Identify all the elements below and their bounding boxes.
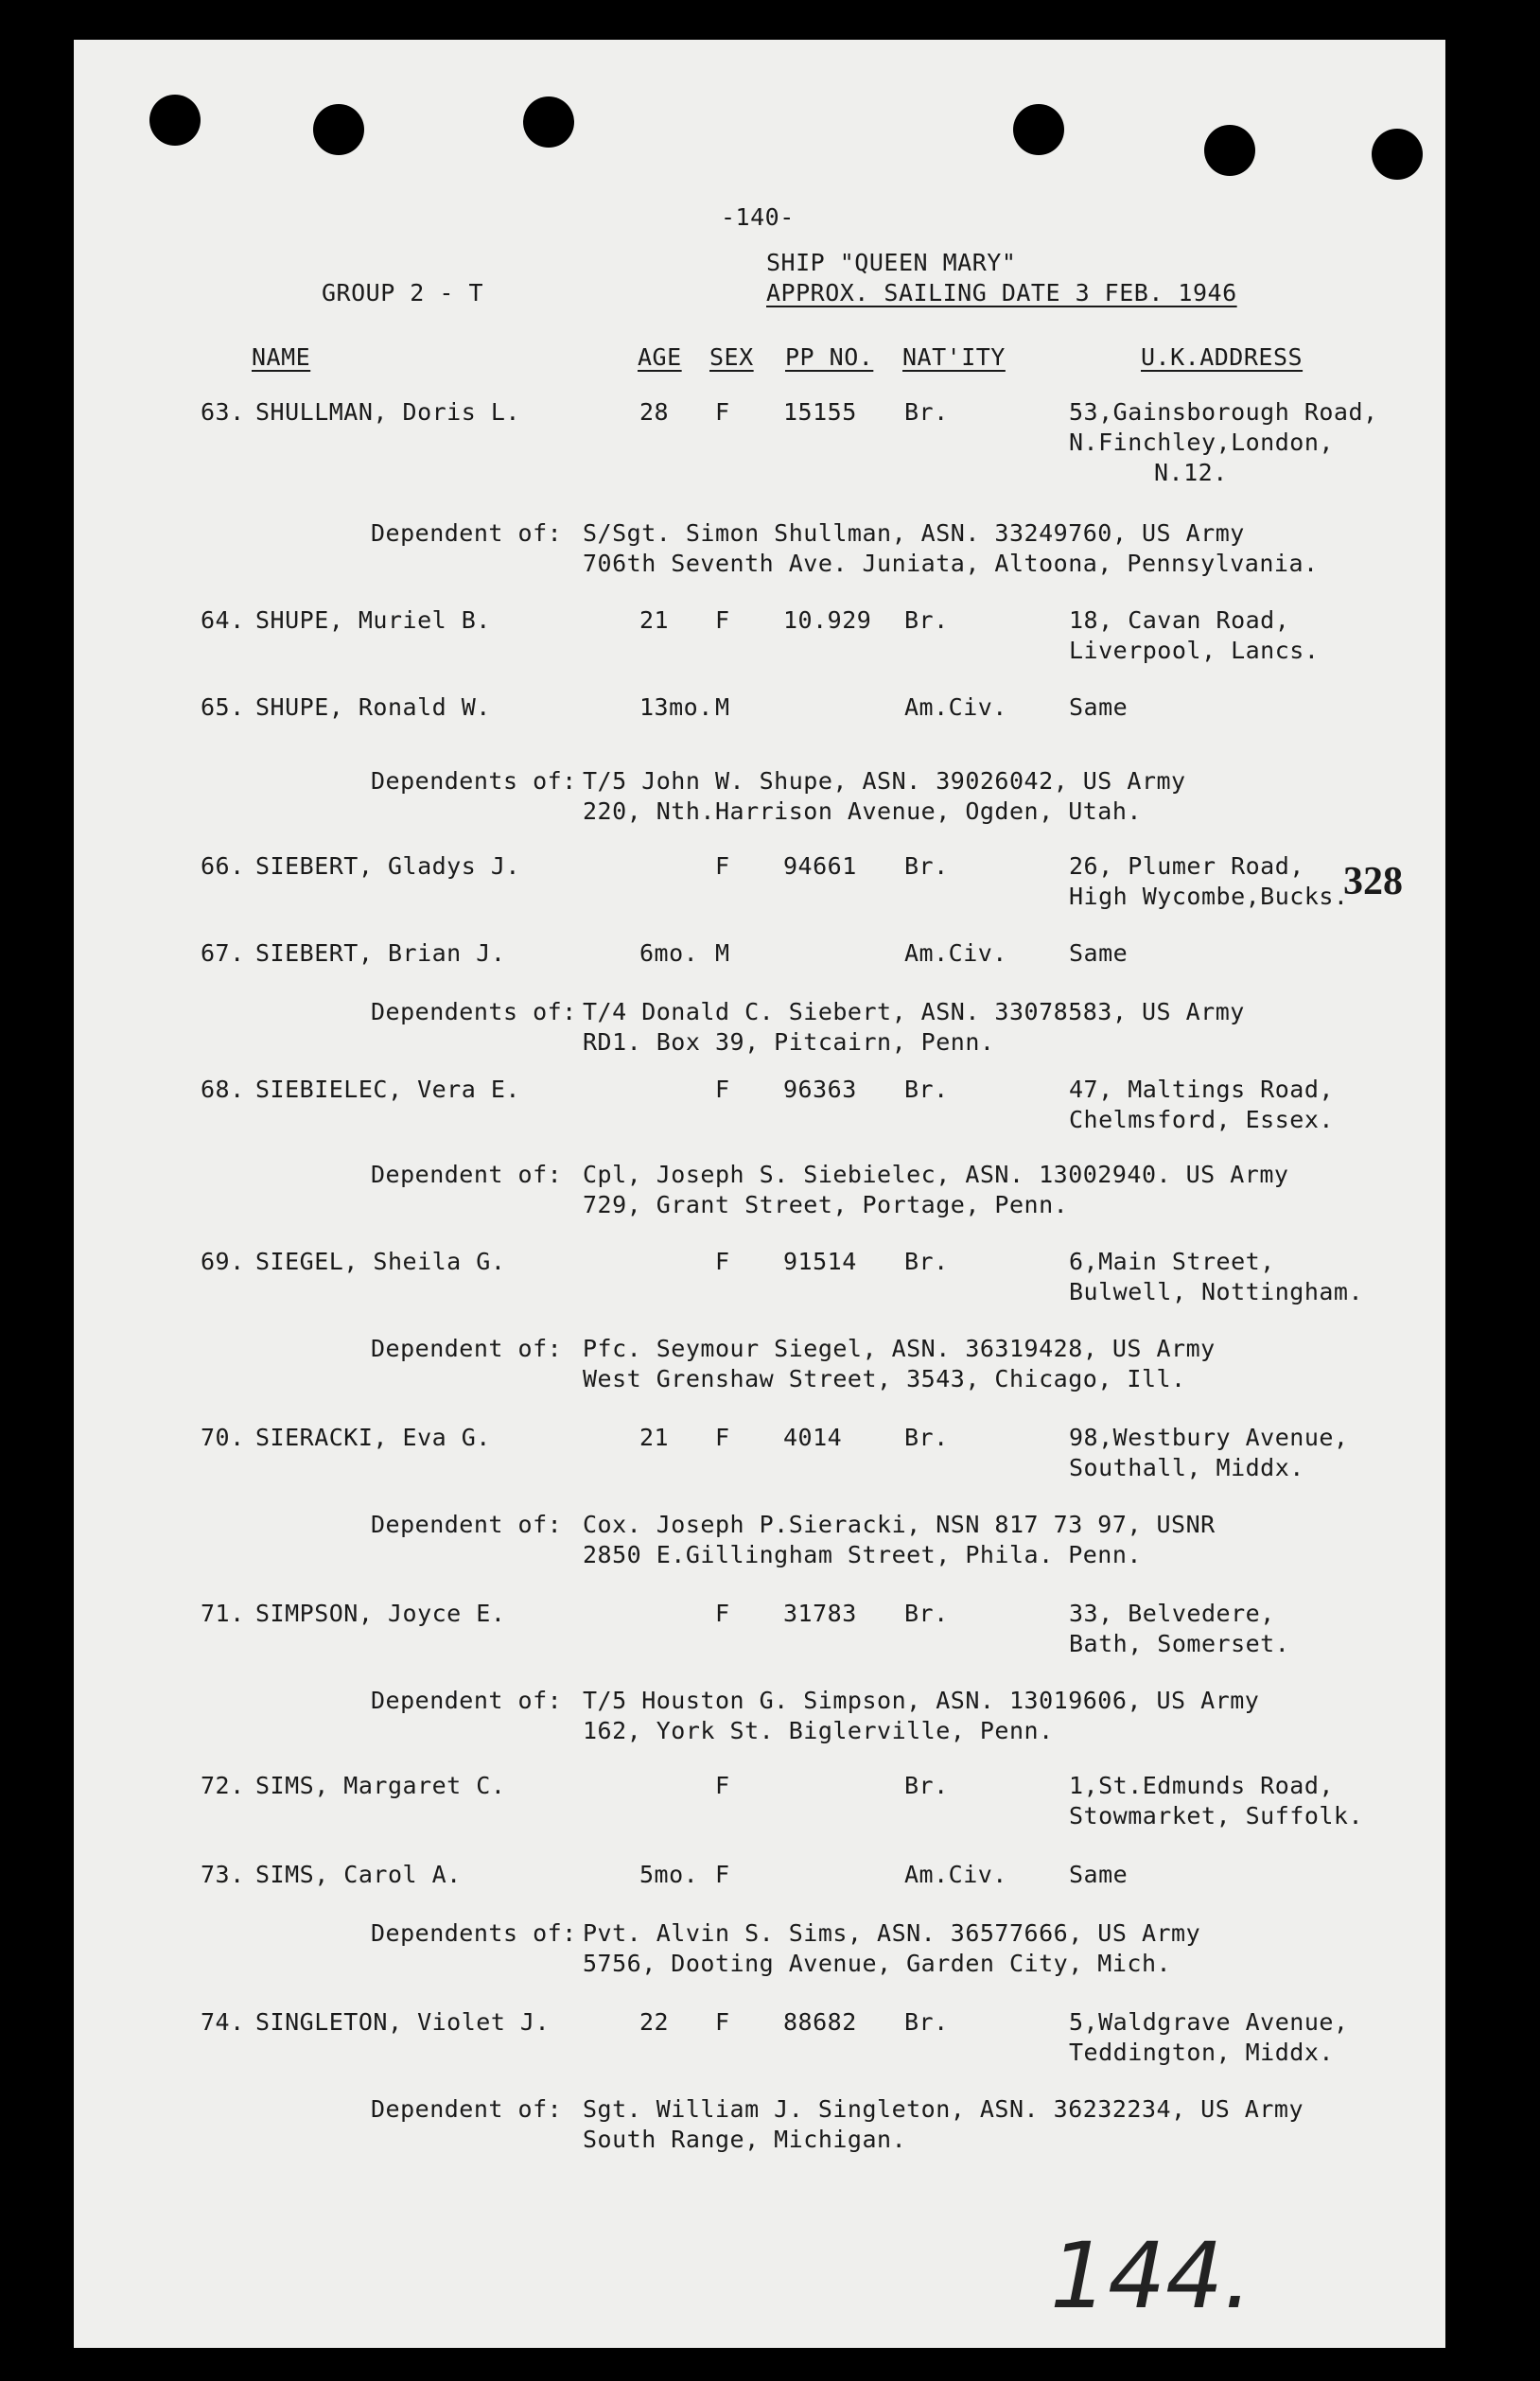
passenger-name: SIEGEL, Sheila G. <box>255 1248 506 1275</box>
sailing-date: APPROX. SAILING DATE 3 FEB. 1946 <box>766 279 1237 306</box>
punch-hole <box>1204 125 1255 176</box>
passenger-nat: Br. <box>904 1248 949 1275</box>
dependent-detail-line: 5756, Dooting Avenue, Garden City, Mich. <box>583 1950 1172 1977</box>
passenger-pp: 91514 <box>783 1248 857 1275</box>
passenger-no: 74. <box>201 2008 245 2036</box>
passenger-no: 67. <box>201 939 245 967</box>
passenger-name: SIEBIELEC, Vera E. <box>255 1076 520 1103</box>
dependent-detail-line: Cox. Joseph P.Sieracki, NSN 817 73 97, USNR <box>583 1511 1216 1538</box>
col-address-header: U.K.ADDRESS <box>1141 343 1304 371</box>
dependent-label: Dependent of: <box>371 2095 563 2123</box>
dependent-detail-line: South Range, Michigan. <box>583 2126 907 2153</box>
passenger-no: 70. <box>201 1424 245 1451</box>
page-number: -140- <box>721 203 795 231</box>
passenger-nat: Am.Civ. <box>904 693 1007 721</box>
passenger-no: 68. <box>201 1076 245 1103</box>
passenger-no: 69. <box>201 1248 245 1275</box>
passenger-sex: M <box>715 693 730 721</box>
passenger-address-line: Same <box>1069 939 1129 967</box>
passenger-address-line: N.12. <box>1154 459 1228 486</box>
passenger-sex: F <box>715 1861 730 1888</box>
col-nationality-header: NAT'ITY <box>902 343 1006 371</box>
passenger-age: 21 <box>639 1424 670 1451</box>
dependent-detail-line: Sgt. William J. Singleton, ASN. 36232234, US Army <box>583 2095 1304 2123</box>
passenger-age: 21 <box>639 606 670 634</box>
passenger-pp: 94661 <box>783 852 857 880</box>
passenger-name: SIERACKI, Eva G. <box>255 1424 491 1451</box>
passenger-age: 28 <box>639 398 670 426</box>
dependent-detail-line: West Grenshaw Street, 3543, Chicago, Ill. <box>583 1365 1186 1392</box>
passenger-address-line: Same <box>1069 693 1129 721</box>
passenger-nat: Br. <box>904 606 949 634</box>
passenger-address-line: 26, Plumer Road, <box>1069 852 1304 880</box>
passenger-pp: 31783 <box>783 1600 857 1627</box>
dependent-label: Dependent of: <box>371 1511 563 1538</box>
passenger-address-line: Liverpool, Lancs. <box>1069 637 1320 664</box>
passenger-nat: Am.Civ. <box>904 1861 1007 1888</box>
passenger-name: SIMS, Carol A. <box>255 1861 462 1888</box>
passenger-name: SHUPE, Ronald W. <box>255 693 491 721</box>
punch-hole <box>1013 104 1064 155</box>
passenger-pp: 10.929 <box>783 606 872 634</box>
passenger-age: 13mo. <box>639 693 713 721</box>
dependent-detail-line: T/5 John W. Shupe, ASN. 39026042, US Army <box>583 767 1186 795</box>
passenger-name: SIMPSON, Joyce E. <box>255 1600 506 1627</box>
handwritten-folio: 144. <box>1050 2223 1252 2329</box>
passenger-address-line: Bath, Somerset. <box>1069 1630 1290 1657</box>
passenger-nat: Br. <box>904 852 949 880</box>
dependent-label: Dependent of: <box>371 1335 563 1362</box>
dependent-label: Dependents of: <box>371 1919 577 1947</box>
passenger-sex: F <box>715 1424 730 1451</box>
passenger-address-line: N.Finchley,London, <box>1069 429 1334 456</box>
page-stamp: 328 <box>1343 860 1403 903</box>
passenger-name: SINGLETON, Violet J. <box>255 2008 551 2036</box>
passenger-address-line: Southall, Middx. <box>1069 1454 1304 1481</box>
passenger-address-line: 5,Waldgrave Avenue, <box>1069 2008 1349 2036</box>
passenger-name: SHULLMAN, Doris L. <box>255 398 520 426</box>
passenger-age: 22 <box>639 2008 670 2036</box>
col-age-header: AGE <box>638 343 682 371</box>
passenger-nat: Br. <box>904 398 949 426</box>
passenger-name: SHUPE, Muriel B. <box>255 606 491 634</box>
passenger-name: SIEBERT, Gladys J. <box>255 852 520 880</box>
punch-hole <box>1372 129 1423 180</box>
passenger-nat: Br. <box>904 1424 949 1451</box>
passenger-sex: F <box>715 1248 730 1275</box>
passenger-address-line: 1,St.Edmunds Road, <box>1069 1772 1334 1799</box>
passenger-nat: Br. <box>904 1600 949 1627</box>
dependent-label: Dependents of: <box>371 767 577 795</box>
passenger-address-line: Teddington, Middx. <box>1069 2039 1334 2066</box>
dependent-detail-line: 220, Nth.Harrison Avenue, Ogden, Utah. <box>583 797 1142 825</box>
passenger-address-line: High Wycombe,Bucks. <box>1069 883 1349 910</box>
passenger-no: 73. <box>201 1861 245 1888</box>
passenger-address-line: 47, Maltings Road, <box>1069 1076 1334 1103</box>
punch-hole <box>523 96 574 148</box>
passenger-address-line: 6,Main Street, <box>1069 1248 1275 1275</box>
dependent-label: Dependent of: <box>371 519 563 547</box>
passenger-sex: F <box>715 1772 730 1799</box>
passenger-pp: 96363 <box>783 1076 857 1103</box>
passenger-address-line: Stowmarket, Suffolk. <box>1069 1802 1364 1830</box>
passenger-sex: F <box>715 2008 730 2036</box>
dependent-detail-line: 2850 E.Gillingham Street, Phila. Penn. <box>583 1541 1142 1568</box>
dependent-detail-line: RD1. Box 39, Pitcairn, Penn. <box>583 1028 995 1056</box>
passenger-nat: Br. <box>904 2008 949 2036</box>
dependent-label: Dependent of: <box>371 1161 563 1188</box>
passenger-age: 5mo. <box>639 1861 699 1888</box>
dependent-detail-line: 729, Grant Street, Portage, Penn. <box>583 1191 1069 1218</box>
group-label: GROUP 2 - T <box>322 279 484 306</box>
dependent-label: Dependent of: <box>371 1687 563 1714</box>
passenger-nat: Br. <box>904 1076 949 1103</box>
passenger-sex: F <box>715 852 730 880</box>
dependent-label: Dependents of: <box>371 998 577 1025</box>
passenger-address-line: 18, Cavan Road, <box>1069 606 1290 634</box>
col-name-header: NAME <box>252 343 311 371</box>
passenger-name: SIMS, Margaret C. <box>255 1772 506 1799</box>
passenger-no: 72. <box>201 1772 245 1799</box>
dependent-detail-line: S/Sgt. Simon Shullman, ASN. 33249760, US Army <box>583 519 1245 547</box>
passenger-address-line: 33, Belvedere, <box>1069 1600 1275 1627</box>
passenger-sex: M <box>715 939 730 967</box>
ship-name: SHIP "QUEEN MARY" <box>766 249 1017 276</box>
passenger-nat: Br. <box>904 1772 949 1799</box>
passenger-no: 71. <box>201 1600 245 1627</box>
punch-hole <box>313 104 364 155</box>
dependent-detail-line: Pfc. Seymour Siegel, ASN. 36319428, US Army <box>583 1335 1216 1362</box>
punch-hole <box>149 95 201 146</box>
dependent-detail-line: T/4 Donald C. Siebert, ASN. 33078583, US Army <box>583 998 1245 1025</box>
passenger-sex: F <box>715 606 730 634</box>
dependent-detail-line: 162, York St. Biglerville, Penn. <box>583 1717 1054 1744</box>
passenger-nat: Am.Civ. <box>904 939 1007 967</box>
passenger-address-line: 98,Westbury Avenue, <box>1069 1424 1349 1451</box>
dependent-detail-line: T/5 Houston G. Simpson, ASN. 13019606, US Army <box>583 1687 1260 1714</box>
passenger-sex: F <box>715 1076 730 1103</box>
passenger-pp: 15155 <box>783 398 857 426</box>
dependent-detail-line: Pvt. Alvin S. Sims, ASN. 36577666, US Army <box>583 1919 1201 1947</box>
passenger-no: 65. <box>201 693 245 721</box>
passenger-no: 64. <box>201 606 245 634</box>
passenger-address-line: Same <box>1069 1861 1129 1888</box>
passenger-no: 63. <box>201 398 245 426</box>
dependent-detail-line: 706th Seventh Ave. Juniata, Altoona, Pennsylvania. <box>583 550 1319 577</box>
col-sex-header: SEX <box>709 343 754 371</box>
passenger-no: 66. <box>201 852 245 880</box>
passenger-sex: F <box>715 398 730 426</box>
passenger-sex: F <box>715 1600 730 1627</box>
passenger-address-line: Chelmsford, Essex. <box>1069 1106 1334 1133</box>
passenger-age: 6mo. <box>639 939 699 967</box>
passenger-pp: 4014 <box>783 1424 843 1451</box>
dependent-detail-line: Cpl, Joseph S. Siebielec, ASN. 13002940. US Army <box>583 1161 1289 1188</box>
passenger-name: SIEBERT, Brian J. <box>255 939 506 967</box>
passenger-address-line: 53,Gainsborough Road, <box>1069 398 1378 426</box>
passenger-address-line: Bulwell, Nottingham. <box>1069 1278 1364 1305</box>
col-pp-header: PP NO. <box>785 343 874 371</box>
passenger-pp: 88682 <box>783 2008 857 2036</box>
